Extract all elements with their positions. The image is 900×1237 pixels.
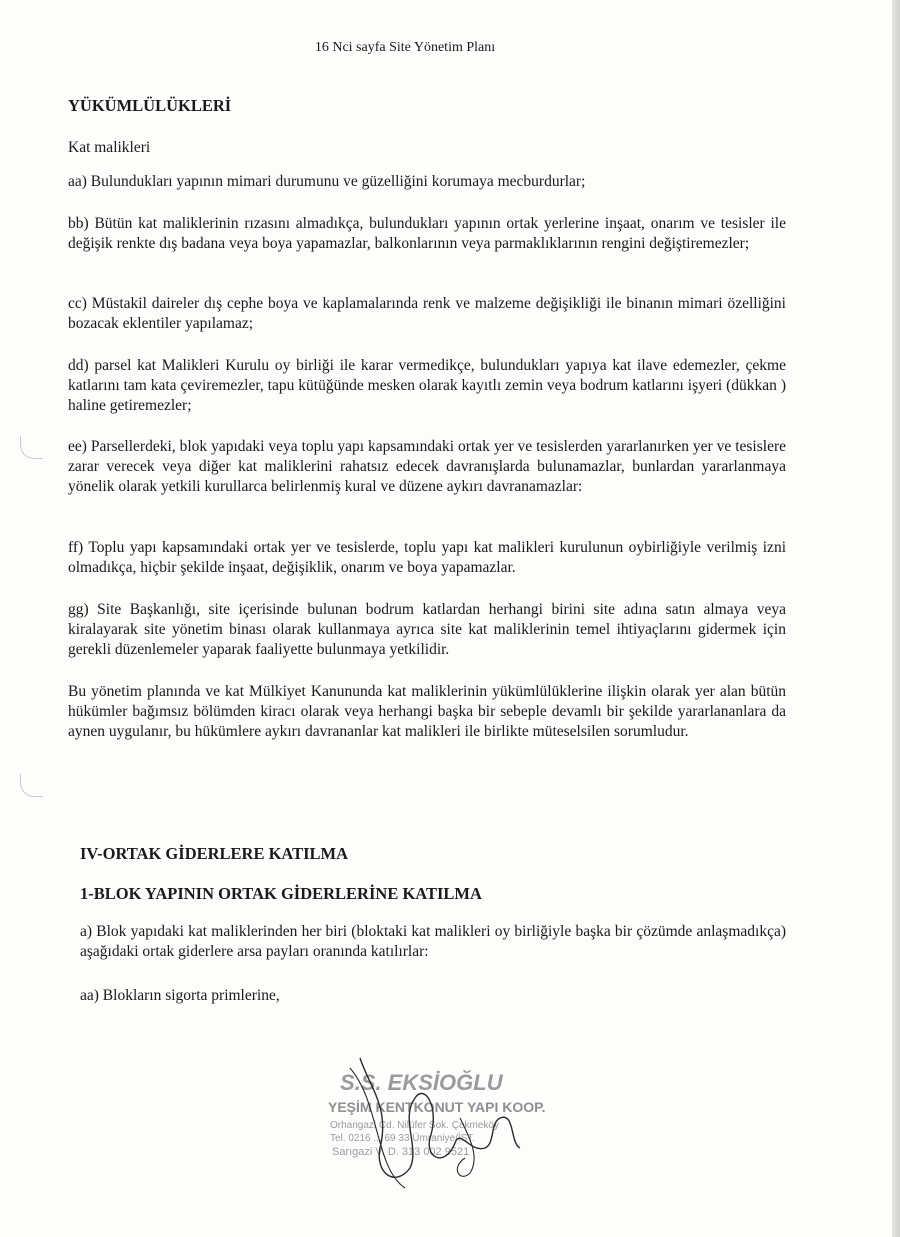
- stamp-graphic: [320, 1048, 580, 1198]
- paragraph-a: a) Blok yapıdaki kat maliklerinden her biri (bloktaki kat malikleri oy birliğiyle başka bir çözümde anlaşmadıkça) aşağıdaki ortak giderlere arsa payları oranında katılırlar:: [80, 923, 786, 960]
- paragraph-aa: aa) Bulundukları yapının mimari durumunu ve güzelliğini korumaya mecburdurlar;: [68, 173, 586, 190]
- paragraph-bb: bb) Bütün kat maliklerinin rızasını almadıkça, bulundukları yapının ortak yerlerine inşaat, onarım ve tesisler ile değişik renkte dış badana veya boya yapamazlar, balkonlarının veya parmaklıklarının rengini değiştiremezler;: [68, 215, 786, 252]
- paragraph-ff: ff) Toplu yapı kapsamındaki ortak yer ve tesislerde, toplu yapı kat malikleri kurulunun oybirliğiyle verilmiş izni olmadıkça, hiçbir şekilde inşaat, değişiklik, onarım ve boya yapamazlar.: [68, 539, 786, 576]
- page-header: 16 Nci sayfa Site Yönetim Planı: [314, 40, 496, 55]
- stamp-line-1: S.S. EKSİOĞLU: [340, 1070, 503, 1095]
- section-title: YÜKÜMLÜLÜKLERİ: [68, 96, 232, 115]
- paragraph-gg: gg) Site Başkanlığı, site içerisinde bulunan bodrum katlardan herhangi birini site adına satın almaya veya kiralayarak site yönetim binası olarak kullanmaya ayrıca site kat maliklerinin temel ihtiyaçlarını gidermek için gerekli düzenlemeler yaparak faaliyette bulunmaya yetkilidir.: [68, 601, 786, 658]
- section-iv-heading: IV-ORTAK GİDERLERE KATILMA: [80, 844, 349, 863]
- punch-hole-mark: [20, 774, 43, 797]
- paragraph-aa-primlerine: aa) Blokların sigorta primlerine,: [80, 987, 280, 1004]
- stamp-line-2: YEŞİM KENTKONUT YAPI KOOP.: [328, 1099, 546, 1115]
- cooperative-stamp: [320, 1048, 580, 1198]
- page-edge-shadow: [892, 0, 900, 1237]
- stamp-line-5: Sarıgazi V. D. 313 002 9521: [332, 1146, 470, 1158]
- stamp-line-4: Tel. 0216 ... 69 33 Ümraniye/İST.: [330, 1133, 476, 1144]
- stamp-line-3: Orhangazi Cd. Nilüfer Sok. Çekmeköy: [330, 1120, 499, 1131]
- paragraph-cc: cc) Müstakil daireler dış cephe boya ve kaplamalarında renk ve malzeme değişikliği ile binanın mimari özelliğini bozacak eklentiler yapılamaz;: [68, 295, 786, 332]
- subtitle: Kat malikleri: [68, 139, 151, 156]
- paragraph-general: Bu yönetim planında ve kat Mülkiyet Kanununda kat maliklerinin yükümlülüklerine ilişkin olarak yer alan bütün hükümler bağımsız bölümden kiracı olarak veya herhangi başka bir sebeple devamlı bir şekilde yararlananlara da aynen uygulanır, bu hükümlere aykırı davrananlar kat malikleri ile birlikte müteselsilen sorumludur.: [68, 683, 786, 740]
- paragraph-ee: ee) Parsellerdeki, blok yapıdaki veya toplu yapı kapsamındaki ortak yer ve tesislerden yararlanırken yer ve tesislere zarar verecek veya diğer kat maliklerini rahatsız edecek davranışlarda bulunamazlar, bunlardan yararlanmaya yönelik olarak yetkili kurullarca belirlenmiş kural ve düzene aykırı davranamazlar:: [68, 438, 786, 495]
- punch-hole-mark: [20, 436, 43, 459]
- paragraph-dd: dd) parsel kat Malikleri Kurulu oy birliği ile karar vermedikçe, bulundukları yapıya kat ilave edemezler, çekme katlarını tam kata çeviremezler, tapu kütüğünde mesken olarak kayıtlı zemin veya bodrum katlarını işyeri (dükkan ) haline getiremezler;: [68, 357, 786, 414]
- section-iv-1-heading: 1-BLOK YAPININ ORTAK GİDERLERİNE KATILMA: [80, 884, 482, 903]
